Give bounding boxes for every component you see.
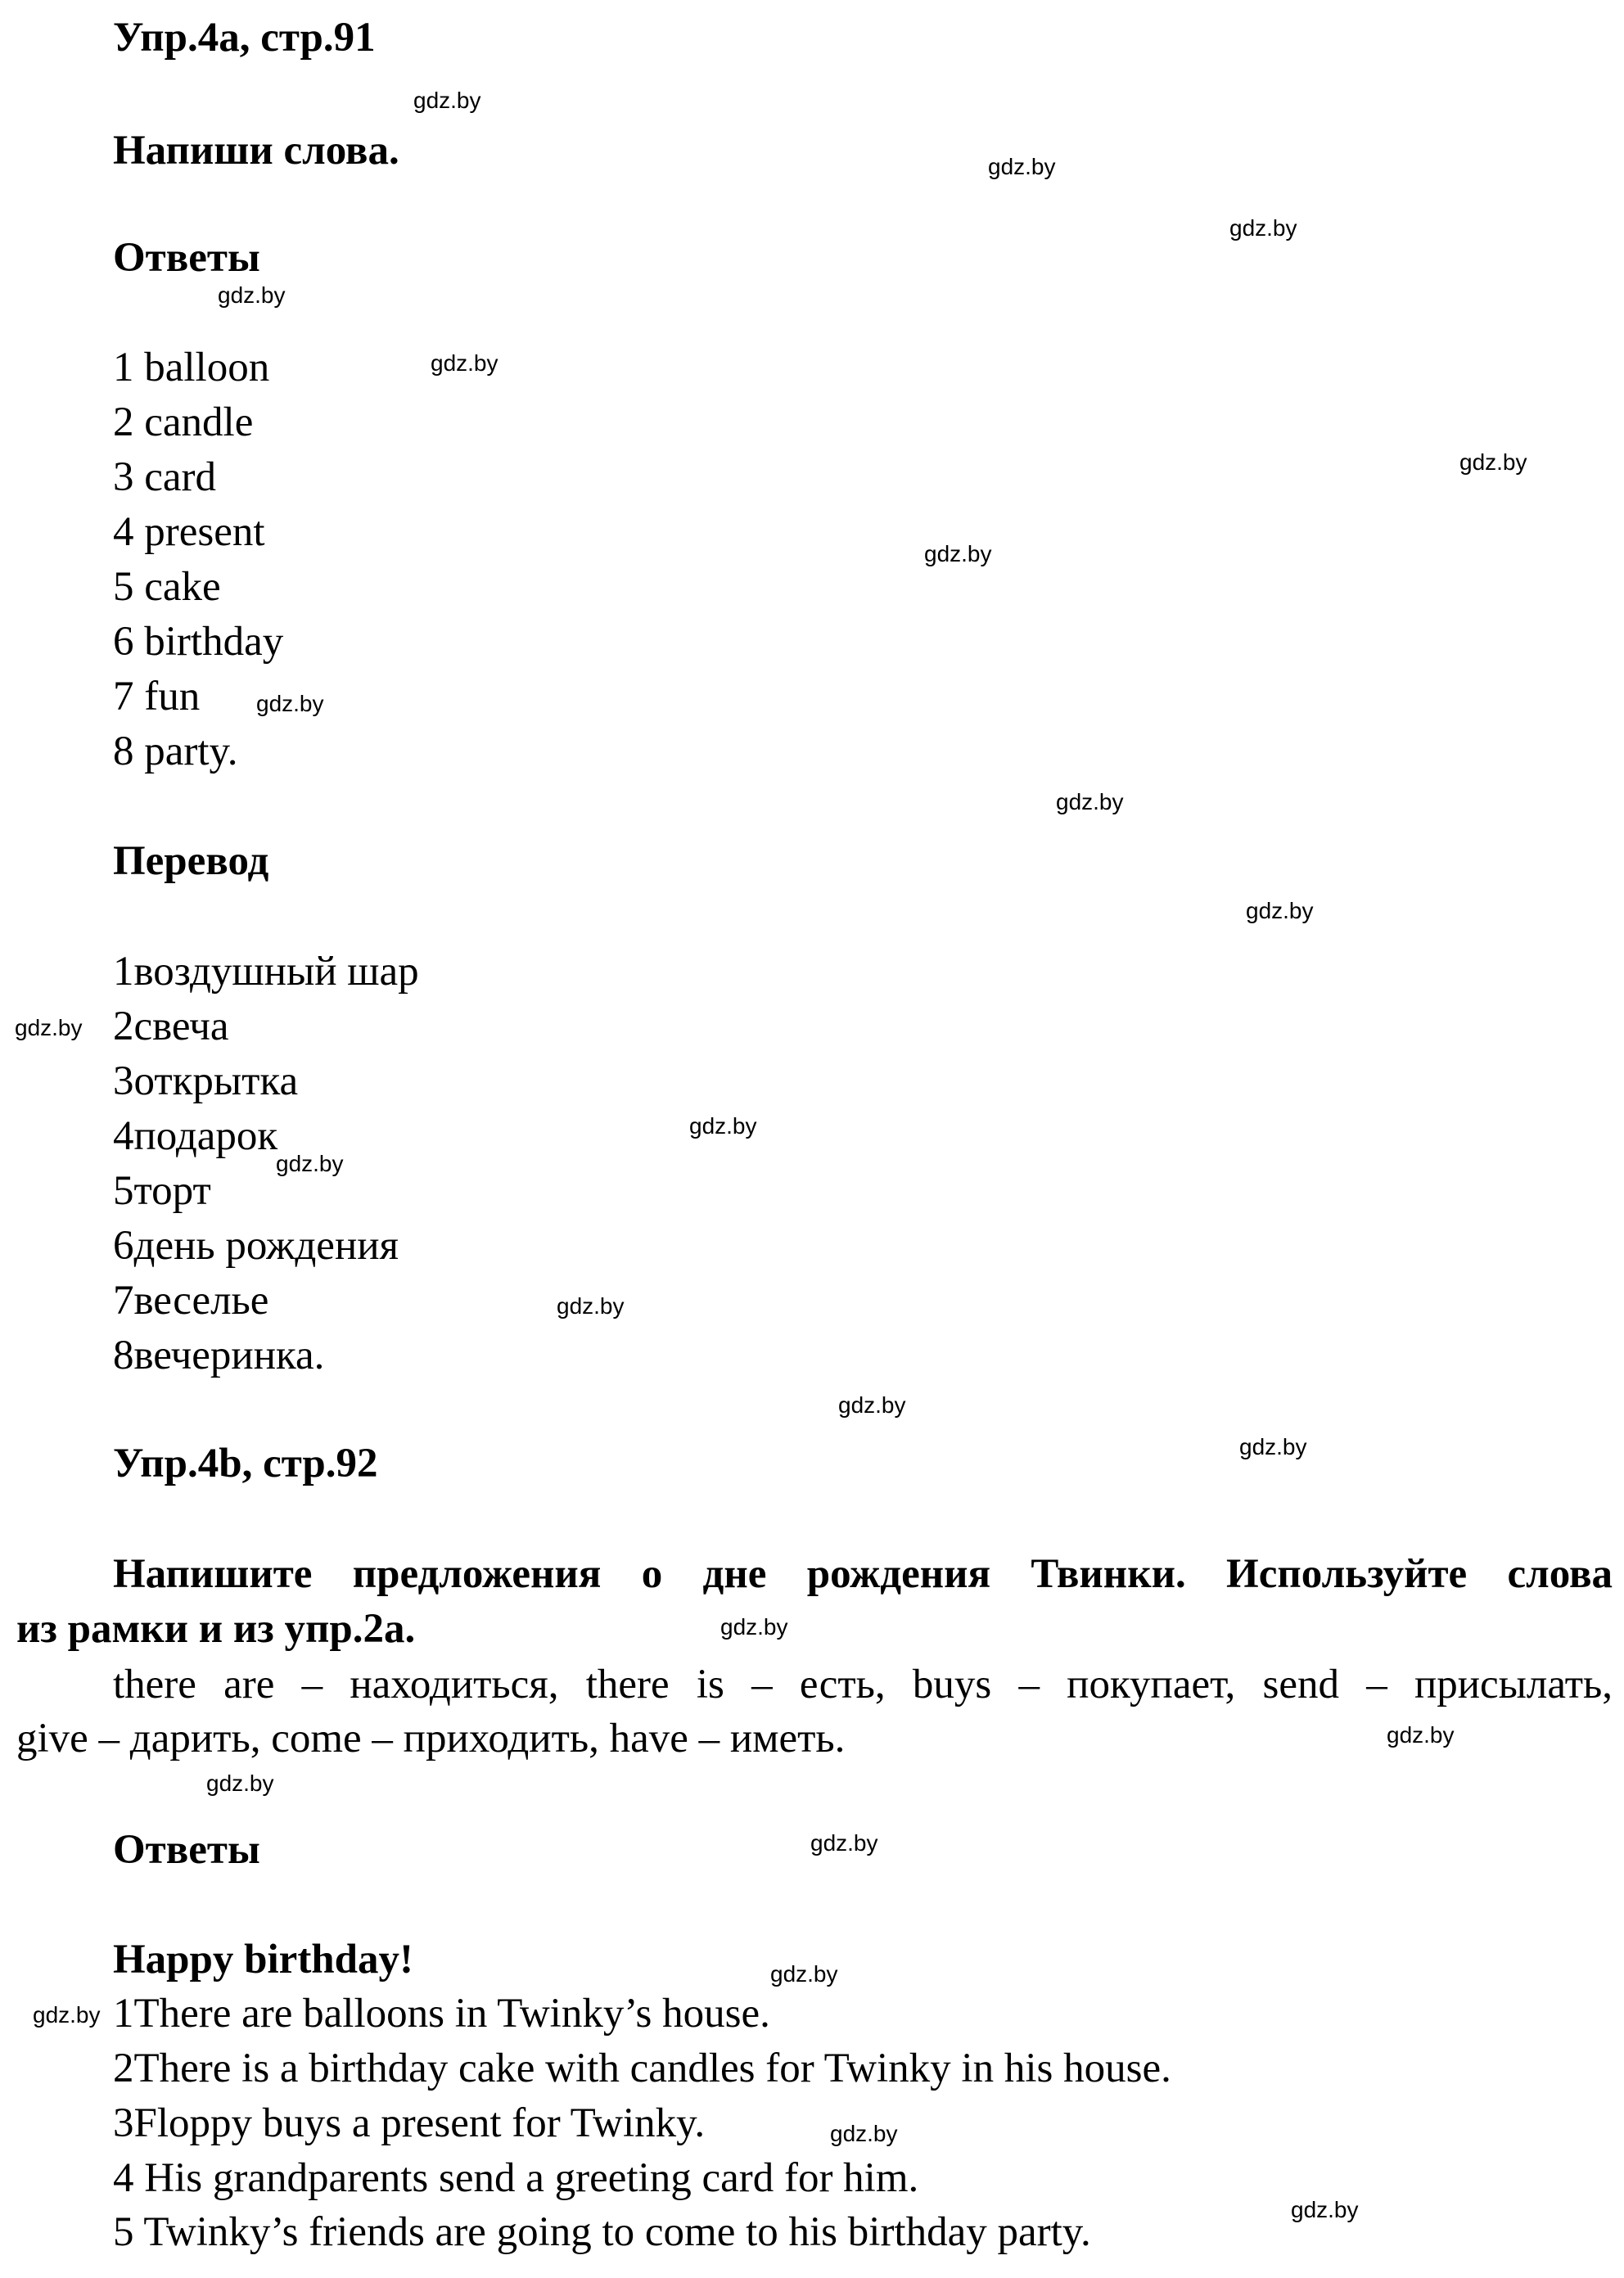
watermark: gdz.by bbox=[413, 88, 481, 113]
watermark: gdz.by bbox=[33, 2002, 101, 2028]
exercise-4b-task-line2: из рамки и из упр.2a. bbox=[16, 1606, 416, 1652]
exercise-4b-task-line1: Напишите предложения о дне рождения Твинки. Используйте слова bbox=[113, 1551, 1613, 1597]
watermark: gdz.by bbox=[1387, 1722, 1455, 1748]
story-title: Happy birthday! bbox=[113, 1937, 414, 1983]
vocabulary-line2: give – дарить, come – приходить, have – иметь. bbox=[16, 1716, 846, 1762]
list-item: 2 candle bbox=[113, 399, 254, 445]
watermark: gdz.by bbox=[988, 154, 1056, 179]
list-item: 8 party. bbox=[113, 729, 238, 774]
translation-heading: Перевод bbox=[113, 838, 269, 884]
watermark: gdz.by bbox=[206, 1771, 274, 1796]
watermark: gdz.by bbox=[256, 691, 324, 716]
watermark: gdz.by bbox=[689, 1113, 757, 1139]
vocabulary-line1: there are – находиться, there is – есть, buys – покупает, send – присылать, bbox=[113, 1662, 1613, 1707]
list-item: 2There is a birthday cake with candles for Twinky in his house. bbox=[113, 2046, 1171, 2091]
watermark: gdz.by bbox=[15, 1015, 83, 1040]
list-item: 7 fun bbox=[113, 674, 201, 719]
list-item: 4 His grandparents send a greeting card for him. bbox=[113, 2155, 919, 2201]
exercise-4a-title: Упр.4а, стр.91 bbox=[113, 15, 376, 61]
list-item: 2свеча bbox=[113, 1004, 229, 1049]
watermark: gdz.by bbox=[810, 1830, 878, 1856]
watermark: gdz.by bbox=[838, 1392, 906, 1418]
watermark: gdz.by bbox=[557, 1293, 625, 1319]
watermark: gdz.by bbox=[1459, 449, 1527, 475]
list-item: 5торт bbox=[113, 1168, 211, 1214]
list-item: 3открытка bbox=[113, 1058, 299, 1104]
list-item: 6 birthday bbox=[113, 619, 284, 665]
watermark: gdz.by bbox=[1239, 1434, 1307, 1459]
watermark: gdz.by bbox=[276, 1151, 344, 1176]
list-item: 4подарок bbox=[113, 1113, 278, 1159]
watermark: gdz.by bbox=[431, 350, 498, 376]
watermark: gdz.by bbox=[1229, 215, 1297, 241]
watermark: gdz.by bbox=[1246, 898, 1314, 923]
watermark: gdz.by bbox=[924, 541, 992, 566]
watermark: gdz.by bbox=[830, 2121, 898, 2146]
list-item: 5 Twinky’s friends are going to come to his birthday party. bbox=[113, 2209, 1091, 2255]
list-item: 3 card bbox=[113, 454, 217, 500]
watermark: gdz.by bbox=[1291, 2197, 1359, 2222]
exercise-4a-task: Напиши слова. bbox=[113, 128, 399, 174]
exercise-4b-title: Упр.4b, стр.92 bbox=[113, 1441, 378, 1486]
answers-heading-4b: Ответы bbox=[113, 1827, 260, 1873]
list-item: 1There are balloons in Twinky’s house. bbox=[113, 1991, 770, 2037]
list-item: 8вечеринка. bbox=[113, 1333, 325, 1378]
watermark: gdz.by bbox=[1056, 789, 1124, 814]
watermark: gdz.by bbox=[218, 282, 286, 308]
list-item: 1 balloon bbox=[113, 345, 270, 390]
watermark: gdz.by bbox=[770, 1961, 838, 1987]
list-item: 6день рождения bbox=[113, 1223, 399, 1269]
watermark: gdz.by bbox=[720, 1614, 788, 1640]
list-item: 5 cake bbox=[113, 564, 221, 610]
list-item: 4 present bbox=[113, 509, 265, 555]
list-item: 7веселье bbox=[113, 1278, 269, 1324]
answers-heading-4a: Ответы bbox=[113, 235, 260, 281]
list-item: 1воздушный шар bbox=[113, 949, 419, 995]
list-item: 3Floppy buys a present for Twinky. bbox=[113, 2100, 706, 2146]
